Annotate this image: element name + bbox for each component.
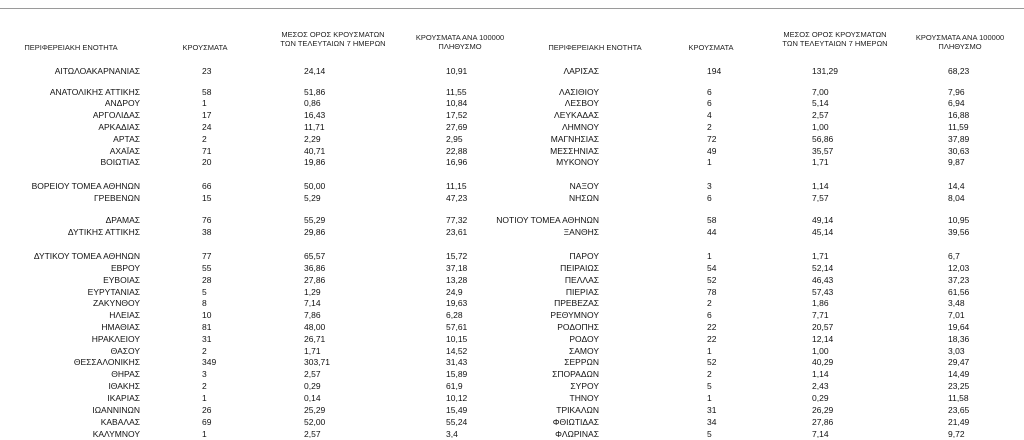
right-cases-value: 1 (707, 251, 712, 261)
left-per100k-value: 6,28 (446, 310, 463, 320)
left-avg7-value: 7,86 (304, 310, 321, 320)
left-per100k-value: 22,88 (446, 146, 468, 156)
left-avg7-value: 1,71 (304, 346, 321, 356)
left-region-name: ΗΜΑΘΙΑΣ (101, 322, 140, 332)
header-cases-left: ΚΡΟΥΣΜΑΤΑ (182, 43, 228, 52)
left-cases-value: 349 (202, 357, 217, 367)
left-region-name: ΑΡΓΟΛΙΔΑΣ (92, 110, 140, 120)
right-cases-value: 72 (707, 134, 717, 144)
left-avg7-value: 1,29 (304, 287, 321, 297)
right-region-name: ΣΑΜΟΥ (568, 346, 599, 356)
left-cases-value: 15 (202, 193, 212, 203)
header-avg-left-line1: ΜΕΣΟΣ ΟΡΟΣ ΚΡΟΥΣΜΑΤΩΝ (281, 30, 385, 39)
left-per100k-value: 15,89 (446, 369, 468, 379)
left-avg7-value: 24,14 (304, 66, 326, 76)
right-per100k-value: 8,04 (948, 193, 965, 203)
right-cases-value: 52 (707, 275, 717, 285)
header-per100k-left-line1: ΚΡΟΥΣΜΑΤΑ ΑΝΑ 100000 (415, 33, 505, 42)
right-region-name: ΠΙΕΡΙΑΣ (565, 287, 599, 297)
right-avg7-value: 27,86 (812, 417, 834, 427)
right-avg7-value: 0,29 (812, 393, 829, 403)
right-region-name: ΛΑΡΙΣΑΣ (563, 66, 599, 76)
left-per100k-value: 37,18 (446, 263, 468, 273)
right-per100k-value: 29,47 (948, 357, 970, 367)
left-cases-value: 1 (202, 393, 207, 403)
header-avg-left (268, 30, 398, 48)
left-avg7-value: 11,71 (304, 122, 325, 132)
right-per100k-value: 3,03 (948, 346, 965, 356)
left-per100k-value: 14,52 (446, 346, 468, 356)
left-per100k-value: 47,23 (446, 193, 468, 203)
left-avg7-value: 2,29 (304, 134, 321, 144)
right-region-name: ΛΕΣΒΟΥ (564, 98, 599, 108)
left-per100k-value: 2,95 (446, 134, 463, 144)
right-per100k-value: 37,23 (948, 275, 970, 285)
right-avg7-value: 7,14 (812, 429, 829, 439)
right-avg7-value: 57,43 (812, 287, 834, 297)
right-region-name: ΝΟΤΙΟΥ ΤΟΜΕΑ ΑΘΗΝΩΝ (496, 215, 599, 225)
left-avg7-value: 0,29 (304, 381, 321, 391)
left-region-name: ΚΑΒΑΛΑΣ (100, 417, 140, 427)
right-cases-value: 78 (707, 287, 717, 297)
right-region-name: ΛΕΥΚΑΔΑΣ (554, 110, 599, 120)
right-avg7-value: 45,14 (812, 227, 834, 237)
left-avg7-value: 26,71 (304, 334, 326, 344)
header-per100k-right-line1: ΚΡΟΥΣΜΑΤΑ ΑΝΑ 100000 (915, 33, 1005, 42)
left-cases-value: 26 (202, 405, 212, 415)
right-per100k-value: 3,48 (948, 298, 965, 308)
left-region-name: ΙΚΑΡΙΑΣ (107, 393, 140, 403)
right-per100k-value: 9,72 (948, 429, 965, 439)
right-per100k-value: 37,89 (948, 134, 970, 144)
left-region-name: ΑΡΚΑΔΙΑΣ (98, 122, 140, 132)
right-avg7-value: 7,00 (812, 87, 829, 97)
left-region-name: ΔΡΑΜΑΣ (105, 215, 140, 225)
header-per100k-right (905, 33, 1015, 51)
left-per100k-value: 23,61 (446, 227, 468, 237)
left-cases-value: 3 (202, 369, 207, 379)
right-region-name: ΡΟΔΟΠΗΣ (557, 322, 599, 332)
right-region-name: ΝΑΞΟΥ (569, 181, 599, 191)
left-cases-value: 10 (202, 310, 212, 320)
left-per100k-value: 19,63 (446, 298, 468, 308)
left-region-name: ΚΑΛΥΜΝΟΥ (92, 429, 140, 439)
left-avg7-value: 16,43 (304, 110, 326, 120)
right-per100k-value: 10,95 (948, 215, 970, 225)
left-avg7-value: 7,14 (304, 298, 321, 308)
right-region-name: ΣΕΡΡΩΝ (564, 357, 599, 367)
right-avg7-value: 2,57 (812, 110, 829, 120)
left-region-name: ΑΡΤΑΣ (113, 134, 140, 144)
left-region-name: ΒΟΡΕΙΟΥ ΤΟΜΕΑ ΑΘΗΝΩΝ (31, 181, 140, 191)
right-per100k-value: 61,56 (948, 287, 970, 297)
left-region-name: ΔΥΤΙΚΟΥ ΤΟΜΕΑ ΑΘΗΝΩΝ (33, 251, 140, 261)
header-avg-right-line1: ΜΕΣΟΣ ΟΡΟΣ ΚΡΟΥΣΜΑΤΩΝ (783, 30, 887, 39)
left-per100k-value: 15,49 (446, 405, 468, 415)
left-region-name: ΘΕΣΣΑΛΟΝΙΚΗΣ (73, 357, 140, 367)
left-region-name: ΔΥΤΙΚΗΣ ΑΤΤΙΚΗΣ (67, 227, 140, 237)
left-cases-value: 66 (202, 181, 212, 191)
left-region-name: ΘΑΣΟΥ (110, 346, 140, 356)
header-per100k-left-line2: ΠΛΗΘΥΣΜΟ (438, 42, 482, 51)
left-cases-value: 77 (202, 251, 212, 261)
right-avg7-value: 56,86 (812, 134, 834, 144)
left-region-name: ΑΝΑΤΟΛΙΚΗΣ ΑΤΤΙΚΗΣ (49, 87, 140, 97)
left-region-name: ΒΟΙΩΤΙΑΣ (100, 157, 140, 167)
left-cases-value: 58 (202, 87, 212, 97)
right-cases-value: 1 (707, 393, 712, 403)
right-avg7-value: 131,29 (812, 66, 838, 76)
left-per100k-value: 17,52 (446, 110, 468, 120)
right-per100k-value: 16,88 (948, 110, 970, 120)
right-avg7-value: 12,14 (812, 334, 834, 344)
left-per100k-value: 3,4 (446, 429, 458, 439)
header-per100k-left (405, 33, 515, 51)
left-avg7-value: 55,29 (304, 215, 326, 225)
right-avg7-value: 1,71 (812, 251, 829, 261)
left-per100k-value: 11,55 (446, 87, 467, 97)
right-region-name: ΦΘΙΩΤΙΔΑΣ (552, 417, 599, 427)
right-cases-value: 4 (707, 110, 712, 120)
right-cases-value: 34 (707, 417, 717, 427)
left-region-name: ΑΝΔΡΟΥ (104, 98, 140, 108)
left-per100k-value: 31,43 (446, 357, 468, 367)
left-region-name: ΕΥΒΟΙΑΣ (103, 275, 140, 285)
right-cases-value: 3 (707, 181, 712, 191)
left-per100k-value: 10,15 (446, 334, 468, 344)
right-cases-value: 6 (707, 98, 712, 108)
right-region-name: ΛΑΣΙΘΙΟΥ (559, 87, 599, 97)
left-cases-value: 24 (202, 122, 212, 132)
right-region-name: ΜΑΓΝΗΣΙΑΣ (550, 134, 599, 144)
right-cases-value: 54 (707, 263, 717, 273)
right-per100k-value: 23,65 (948, 405, 970, 415)
right-avg7-value: 26,29 (812, 405, 834, 415)
right-region-name: ΝΗΣΩΝ (568, 193, 599, 203)
right-region-name: ΜΥΚΟΝΟΥ (556, 157, 599, 167)
right-avg7-value: 1,71 (812, 157, 829, 167)
right-avg7-value: 2,43 (812, 381, 829, 391)
left-cases-value: 17 (202, 110, 212, 120)
left-region-name: ΗΛΕΙΑΣ (109, 310, 140, 320)
right-avg7-value: 1,86 (812, 298, 829, 308)
right-cases-value: 5 (707, 381, 712, 391)
right-per100k-value: 19,64 (948, 322, 970, 332)
left-per100k-value: 61,9 (446, 381, 463, 391)
right-region-name: ΞΑΝΘΗΣ (563, 227, 599, 237)
left-cases-value: 2 (202, 134, 207, 144)
right-per100k-value: 7,96 (948, 87, 965, 97)
left-per100k-value: 11,15 (446, 181, 467, 191)
left-region-name: ΕΥΡΥΤΑΝΙΑΣ (87, 287, 140, 297)
right-per100k-value: 11,59 (948, 122, 969, 132)
right-cases-value: 1 (707, 157, 712, 167)
right-per100k-value: 9,87 (948, 157, 965, 167)
left-avg7-value: 40,71 (304, 146, 326, 156)
left-cases-value: 76 (202, 215, 212, 225)
left-avg7-value: 19,86 (304, 157, 326, 167)
right-per100k-value: 68,23 (948, 66, 970, 76)
header-region-right: ΠΕΡΙΦΕΡΕΙΑΚΗ ΕΝΟΤΗΤΑ (548, 43, 642, 52)
left-per100k-value: 10,12 (446, 393, 468, 403)
left-avg7-value: 29,86 (304, 227, 326, 237)
left-cases-value: 28 (202, 275, 212, 285)
right-region-name: ΦΛΩΡΙΝΑΣ (555, 429, 599, 439)
right-avg7-value: 1,14 (812, 181, 829, 191)
right-cases-value: 1 (707, 346, 712, 356)
right-avg7-value: 1,14 (812, 369, 829, 379)
left-cases-value: 5 (202, 287, 207, 297)
right-per100k-value: 18,36 (948, 334, 970, 344)
left-cases-value: 69 (202, 417, 212, 427)
right-per100k-value: 7,01 (948, 310, 965, 320)
right-per100k-value: 14,4 (948, 181, 965, 191)
right-region-name: ΠΕΙΡΑΙΩΣ (560, 263, 599, 273)
right-region-name: ΡΕΘΥΜΝΟΥ (550, 310, 599, 320)
right-region-name: ΡΟΔΟΥ (569, 334, 599, 344)
left-region-name: ΑΧΑΪΑΣ (109, 146, 140, 156)
right-per100k-value: 39,56 (948, 227, 970, 237)
right-avg7-value: 40,29 (812, 357, 834, 367)
left-cases-value: 31 (202, 334, 212, 344)
right-avg7-value: 49,14 (812, 215, 834, 225)
left-region-name: ΖΑΚΥΝΘΟΥ (93, 298, 140, 308)
right-per100k-value: 30,63 (948, 146, 970, 156)
header-cases-right: ΚΡΟΥΣΜΑΤΑ (688, 43, 734, 52)
left-region-name: ΘΗΡΑΣ (111, 369, 140, 379)
left-region-name: ΑΙΤΩΛΟΑΚΑΡΝΑΝΙΑΣ (54, 66, 140, 76)
left-avg7-value: 5,29 (304, 193, 321, 203)
right-avg7-value: 5,14 (812, 98, 829, 108)
left-cases-value: 55 (202, 263, 212, 273)
left-avg7-value: 2,57 (304, 429, 321, 439)
left-cases-value: 1 (202, 98, 207, 108)
left-cases-value: 23 (202, 66, 212, 76)
right-region-name: ΤΡΙΚΑΛΩΝ (556, 405, 599, 415)
left-region-name: ΕΒΡΟΥ (110, 263, 140, 273)
left-avg7-value: 0,14 (304, 393, 321, 403)
left-cases-value: 2 (202, 346, 207, 356)
right-cases-value: 2 (707, 122, 712, 132)
right-avg7-value: 46,43 (812, 275, 834, 285)
right-per100k-value: 23,25 (948, 381, 970, 391)
left-cases-value: 81 (202, 322, 212, 332)
right-cases-value: 44 (707, 227, 717, 237)
top-rule (0, 8, 1024, 9)
right-cases-value: 22 (707, 322, 717, 332)
right-cases-value: 52 (707, 357, 717, 367)
right-avg7-value: 7,57 (812, 193, 829, 203)
right-avg7-value: 20,57 (812, 322, 834, 332)
right-cases-value: 6 (707, 87, 712, 97)
right-per100k-value: 12,03 (948, 263, 970, 273)
header-per100k-right-line2: ΠΛΗΘΥΣΜΟ (938, 42, 982, 51)
left-avg7-value: 0,86 (304, 98, 321, 108)
right-region-name: ΛΗΜΝΟΥ (561, 122, 599, 132)
right-region-name: ΠΡΕΒΕΖΑΣ (554, 298, 599, 308)
right-cases-value: 6 (707, 310, 712, 320)
header-region-left: ΠΕΡΙΦΕΡΕΙΑΚΗ ΕΝΟΤΗΤΑ (24, 43, 118, 52)
right-avg7-value: 1,00 (812, 122, 829, 132)
left-region-name: ΗΡΑΚΛΕΙΟΥ (91, 334, 140, 344)
left-avg7-value: 36,86 (304, 263, 326, 273)
right-avg7-value: 1,00 (812, 346, 829, 356)
left-avg7-value: 27,86 (304, 275, 326, 285)
left-per100k-value: 55,24 (446, 417, 468, 427)
right-region-name: ΣΠΟΡΑΔΩΝ (552, 369, 599, 379)
left-avg7-value: 51,86 (304, 87, 326, 97)
left-avg7-value: 52,00 (304, 417, 326, 427)
left-cases-value: 1 (202, 429, 207, 439)
left-per100k-value: 57,61 (446, 322, 468, 332)
right-avg7-value: 7,71 (812, 310, 829, 320)
left-cases-value: 38 (202, 227, 212, 237)
left-avg7-value: 2,57 (304, 369, 321, 379)
right-avg7-value: 35,57 (812, 146, 834, 156)
right-cases-value: 49 (707, 146, 717, 156)
right-per100k-value: 14,49 (948, 369, 970, 379)
right-per100k-value: 21,49 (948, 417, 970, 427)
left-per100k-value: 24,9 (446, 287, 463, 297)
left-cases-value: 71 (202, 146, 212, 156)
left-avg7-value: 48,00 (304, 322, 326, 332)
left-avg7-value: 65,57 (304, 251, 326, 261)
right-region-name: ΤΗΝΟΥ (569, 393, 599, 403)
left-per100k-value: 10,84 (446, 98, 468, 108)
left-region-name: ΙΩΑΝΝΙΝΩΝ (92, 405, 140, 415)
right-cases-value: 5 (707, 429, 712, 439)
left-per100k-value: 77,32 (446, 215, 468, 225)
left-per100k-value: 10,91 (446, 66, 468, 76)
left-avg7-value: 50,00 (304, 181, 326, 191)
right-cases-value: 58 (707, 215, 717, 225)
right-per100k-value: 6,94 (948, 98, 965, 108)
right-cases-value: 2 (707, 369, 712, 379)
header-avg-left-line2: ΤΩΝ ΤΕΛΕΥΤΑΙΩΝ 7 ΗΜΕΡΩΝ (280, 39, 386, 48)
header-avg-right-line2: ΤΩΝ ΤΕΛΕΥΤΑΙΩΝ 7 ΗΜΕΡΩΝ (782, 39, 888, 48)
right-region-name: ΠΕΛΛΑΣ (564, 275, 599, 285)
left-avg7-value: 303,71 (304, 357, 330, 367)
right-region-name: ΣΥΡΟΥ (570, 381, 599, 391)
right-per100k-value: 6,7 (948, 251, 960, 261)
left-per100k-value: 15,72 (446, 251, 468, 261)
right-cases-value: 194 (707, 66, 722, 76)
right-cases-value: 31 (707, 405, 717, 415)
right-cases-value: 2 (707, 298, 712, 308)
left-per100k-value: 13,28 (446, 275, 468, 285)
right-cases-value: 6 (707, 193, 712, 203)
left-region-name: ΓΡΕΒΕΝΩΝ (94, 193, 140, 203)
left-cases-value: 8 (202, 298, 207, 308)
right-avg7-value: 52,14 (812, 263, 834, 273)
right-region-name: ΠΑΡΟΥ (569, 251, 599, 261)
left-cases-value: 20 (202, 157, 212, 167)
left-region-name: ΙΘΑΚΗΣ (108, 381, 140, 391)
right-region-name: ΜΕΣΣΗΝΙΑΣ (550, 146, 599, 156)
left-per100k-value: 27,69 (446, 122, 468, 132)
header-avg-right (770, 30, 900, 48)
left-cases-value: 2 (202, 381, 207, 391)
left-per100k-value: 16,96 (446, 157, 468, 167)
left-avg7-value: 25,29 (304, 405, 326, 415)
right-cases-value: 22 (707, 334, 717, 344)
right-per100k-value: 11,58 (948, 393, 969, 403)
